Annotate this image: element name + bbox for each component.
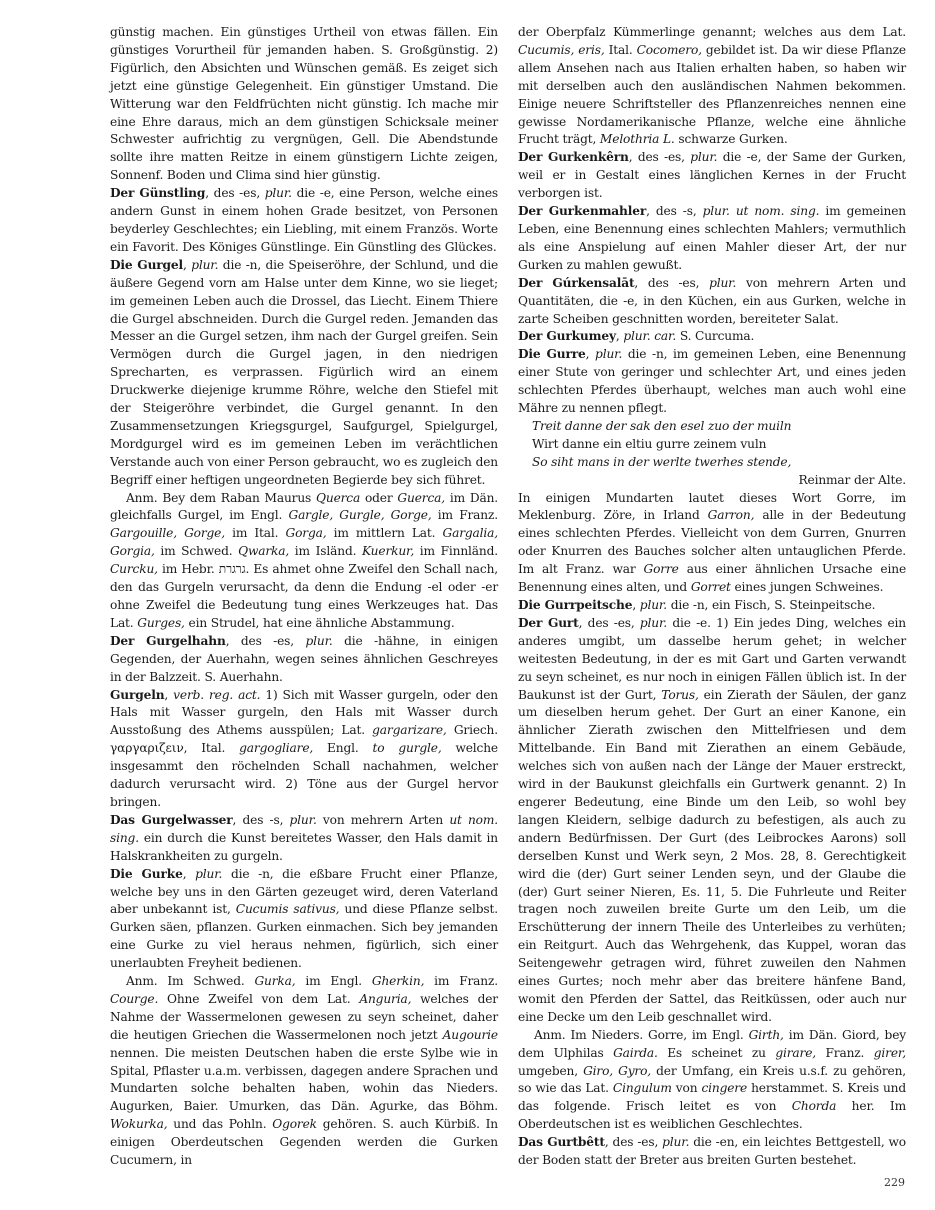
dictionary-entry: Der Gurkumey, plur. car. S. Curcuma. — [518, 329, 755, 344]
right-column — [518, 24, 906, 1170]
dictionary-entry: Der Gurgelhahn, des -es, plur. die -hähne, in einigen Gegenden, der Auerhahn, wegen seines ähnlichen Geschreyes in der Balzzeit. S. Auerhahn. — [110, 633, 498, 684]
dictionary-entry: Anm. Im Nieders. Gorre, im Engl. Girth, im Dän. Giord, bey dem Ulphilas Gairda. Es scheinet zu girare, Franz. girer, umgeben, Giro, Gyro, der Umfang, ein Kreis u.s.f. zu gehören, so wie das Lat. Cingulum von cingere herstammet. S. Kreis und das folgende. Frisch leitet es von Chorda her. Im Oberdeutschen ist es weiblichen Geschlechtes. — [518, 1027, 907, 1132]
dictionary-entry: Der Gurt, des -es, plur. die -e. 1) Ein jedes Ding, welches ein anderes umgibt, um dasselbe herum gehet; in welcher weitesten Bedeutung, in der es mit Gart und Garten verwandt zu seyn scheinet, es nur noch in einigen Fällen üblich ist. In der Baukunst ist der Gurt, Torus, ein Zierath der Säulen, der ganz um dieselben herum gehet. Der Gurt an einer Kanone, ein ähnlicher Zierath zwischen den Mittelfriesen und dem Mittelbande. Ein Band mit Zierathen an einem Gebäude, welches sich von außen nach der Länge der Mauer erstreckt, wird in der Baukunst gleichfalls ein Gurtwerk genannt. 2) In engerer Bedeutung, eine Binde um den Leib, so wohl bey langen Kleidern, selbige dadurch zu befestigen, als auch zu andern Bedürfnissen. Der Gurt (des Leibrockes Aarons) soll derselben Kunst und Werk seyn, 2 Mos. 28, 8. Gerechtigkeit wird die (der) Gurt seiner Lenden seyn, und der Glaube die (der) Gurt seiner Nieren, Es. 11, 5. Die Fuhrleute und Reiter tragen noch zuweilen breite Gurte um den Leib, um die Erschütterung der innern Theile des Unterleibes zu verhüten; ein Reitgurt. Auch das Wehrgehenk, das Kuppel, woran das Seitengewehr getragen wird, führet zuweilen den Nahmen eines Gurtes; noch mehr aber das breitere hänfene Band, womit den Pferden der Sattel, das Reitküssen, oder auch nur eine Decke um den Leib geschnallet wird. — [518, 615, 907, 1024]
verse-author: Reinmar der Alte. — [798, 472, 906, 487]
dictionary-entry: Der Gúrkensalāt, des -es, plur. von mehrern Arten und Quantitäten, die -e, in den Küchen, ein aus Gurken, welche in zarte Scheiben geschnitten worden, bereiteter Salat. — [518, 275, 906, 326]
right-column-bottom-entries — [518, 490, 906, 1170]
dictionary-entry: Die Gurgel, plur. die -n, die Speiseröhre, der Schlund, und die äußere Gegend vorn am Halse unter dem Kinne, wo sie lieget; im gemeinen Leben auch die Drossel, das Liecht. Einem Thiere die Gurgel abschneiden. Durch die Gurgel reden. Jemanden das Messer an die Gurgel setzen, ihm nach der Gurgel greifen. Sein Vermögen durch die Gurgel jagen, in den niedrigen Sprecharten, es verprassen. Figürlich wird an einem Druckwerke diejenige krumme Röhre, welche den Stiefel mit der Steigeröhre verbindet, die Gurgel genannt. In den Zusammensetzungen Kriegsgurgel, Saufgurgel, Spielgurgel, Mordgurgel wird es im gemeinen Leben im verächtlichen Verstande auch von einer Person gebraucht, wo es zugleich den Begriff einer heftigen ungeordneten Begierde bey sich führet. — [110, 257, 499, 487]
dictionary-entry: Der Günstling, des -es, plur. die -e, eine Person, welche eines andern Gunst in einem hohen Grade besitzet, von Personen beyderley Geschlechtes; ein Liebling, mit einem Französ. Worte ein Favorit. Des Königes Günstlinge. Ein Günstling des Glückes. — [110, 186, 498, 254]
dictionary-entry: In einigen Mundarten lautet dieses Wort Gorre, im Meklenburg. Zöre, in Irland Garron, alle in der Bedeutung eines schlechten Pferdes. Vielleicht von dem Gurren, Gnurren oder Knurren des Bauches solcher alten untauglichen Pferde. Im alt Franz. war Gorre aus einer ähnlichen Ursache eine Benennung eines alten, und Gorret eines jungen Schweines. — [518, 490, 907, 595]
verse-quotation — [518, 418, 906, 490]
dictionary-entry: Anm. Bey dem Raban Maurus Querca oder Guerca, im Dän. gleichfalls Gurgel, im Engl. Gargle, Gurgle, Gorge, im Franz. Gargouille, Gorge, im Ital. Gorga, im mittlern Lat. Gargalia, Gorgia, im Schwed. Qwarka, im Isländ. Kuerkur, im Finnländ. Curcku, im Hebr. גרגרת. Es ahmet ohne Zweifel den Schall nach, den das Gurgeln verursacht, da denn die Endung -el oder -er ohne Zweifel die Bedeutung tung eines Werkzeuges hat. Das Lat. Gurges, ein Strudel, hat eine ähnliche Abstammung. — [110, 490, 499, 630]
page-number: 229 — [884, 1176, 905, 1189]
right-column-top-entries — [518, 24, 906, 418]
dictionary-entry: der Oberpfalz Kümmerlinge genannt; welches aus dem Lat. Cucumis, eris, Ital. Cocomero, gebildet ist. Da wir diese Pflanze allem Ansehen nach aus Italien erhalten haben, so haben wir mit derselben auch den ausländischen Nahmen bekommen. Einige neuere Schriftsteller des Pflanzenreiches nennen eine gewisse Nordamerikanische Pflanze, welche eine ähnliche Frucht trägt, Melothria L. schwarze Gurken. — [518, 25, 906, 147]
dictionary-entry: Anm. Im Schwed. Gurka, im Engl. Gherkin, im Franz. Courge. Ohne Zweifel von dem Lat. Anguria, welches der Nahme der Wassermelonen gewesen zu seyn scheinet, daher die heutigen Griechen die Wassermelonen noch jetzt Augourie nennen. Die meisten Deutschen haben die erste Sylbe wie in Spital, Pflaster u.a.m. verbissen, dagegen andere Sprachen und Mundarten solche behalten haben, wohin das Nieders. Augurken, Baier. Umurken, das Dän. Agurke, das Böhm. Wokurka, und das Pohln. Ogorek gehören. S. auch Kürbiß. In einigen Oberdeutschen Gegenden werden die Gurken Cucumern, in — [110, 974, 498, 1168]
dictionary-entry: Die Gurrpeitsche, plur. die -n, ein Fisch, S. Steinpeitsche. — [518, 598, 876, 612]
dictionary-entry: Die Gurre, plur. die -n, im gemeinen Leben, eine Benennung einer Stute von geringer und schlechter Art, und eines jeden schlechten Pferdes überhaupt, welches man auch wohl eine Mähre zu nennen pflegt. — [518, 347, 907, 416]
dictionary-entry: Das Gurtbêtt, des -es, plur. die -en, ein leichtes Bettgestell, wo der Boden statt der Breter aus breiten Gurten bestehet. — [518, 1135, 906, 1168]
dictionary-entry: Gurgeln, verb. reg. act. 1) Sich mit Wasser gurgeln, oder den Hals mit Wasser gurgeln, den Hals mit Wasser durch Ausstoßung des Athems ausspülen; Lat. gargarizare, Griech. γαργαριζειν, Ital. gargogliare, Engl. to gurgle, welche insgesammt den röchelnden Schall nachahmen, welcher dadurch verursacht wird. 2) Töne aus der Gurgel hervor bringen. — [110, 687, 498, 809]
verse-line: Treit danne der sak den esel zuo der muiln — [532, 418, 792, 433]
dictionary-entry: Die Gurke, plur. die -n, die eßbare Frucht einer Pflanze, welche bey uns in den Gärten gezeuget wird, deren Vaterland aber unbekannt ist, Cucumis sativus, und diese Pflanze selbst. Gurken säen, pflanzen. Gurken einmachen. Sich bey jemanden eine Gurke zu viel heraus nehmen, figürlich, sich einer unerlaubten Freyheit bedienen. — [110, 866, 499, 971]
dictionary-entry: günstig machen. Ein günstiges Urtheil von etwas fällen. Ein günstiges Vorurtheil für jemanden haben. S. Großgünstig. 2) Figürlich, den Absichten und Wünschen gemäß. Es zeiget sich jetzt eine günstige Gelegenheit. Ein günstiger Umstand. Die Witterung war den Feldfrüchten nicht günstig. Ich mache mir eine Ehre daraus, mich an dem günstigen Schicksale meiner Schwester aufrichtig zu vergnügen, Gell. Die Abendstunde sollte ihre matten Reitze in einem günstigern Lichte zeigen, Sonnenf. Boden und Clima sind hier günstig. — [110, 25, 498, 183]
dictionary-entry: Der Gurkenkêrn, des -es, plur. die -e, der Same der Gurken, weil er in Gestalt eines länglichen Kernes in der Frucht verborgen ist. — [518, 150, 906, 201]
dictionary-entry: Das Gurgelwasser, des -s, plur. von mehrern Arten ut nom. sing. ein durch die Kunst bereitetes Wasser, den Hals damit in Halskrankheiten zu gurgeln. — [110, 812, 498, 863]
left-column — [110, 24, 498, 1170]
dictionary-entry: Der Gurkenmahler, des -s, plur. ut nom. sing. im gemeinen Leben, eine Benennung eines schlechten Mahlers; vermuthlich als eine Anspielung auf einen Mahler dieser Art, der nur Gurken zu mahlen gewußt. — [518, 204, 906, 272]
verse-line: So siht mans in der werlte twerhes stende, — [532, 454, 792, 469]
verse-line: Wirt danne ein eltiu gurre zeinem vuln — [532, 436, 767, 451]
